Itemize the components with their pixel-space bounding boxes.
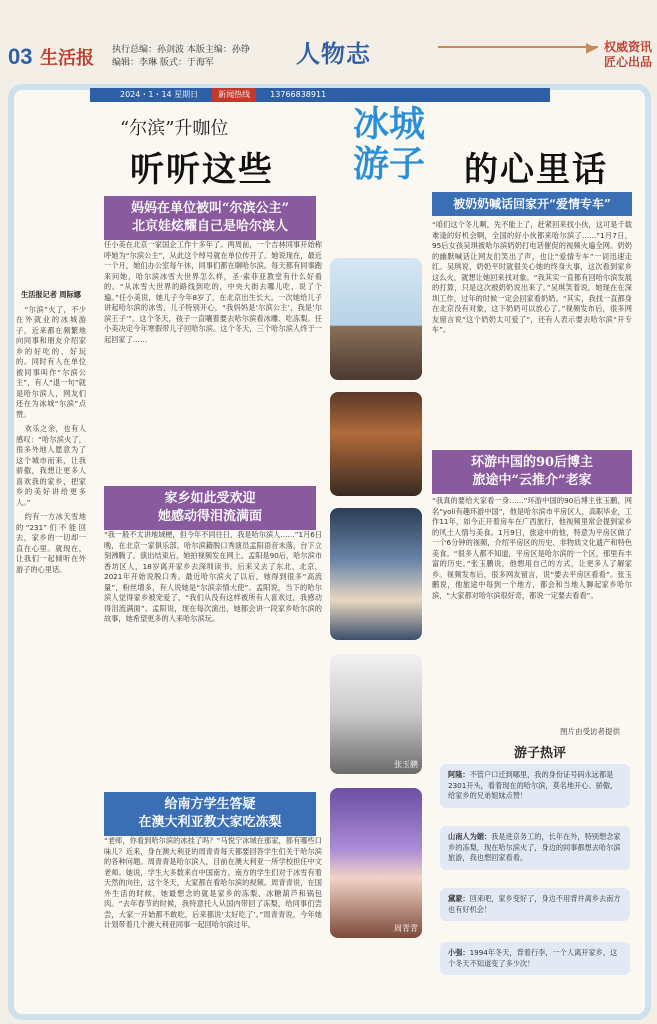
story2-heading-line-2: 她感动得泪流满面 [157,509,262,524]
story4-body: “咱们这个冬儿啊，先不能上了，赶紧回来找小伙，这可是千载难逢的好机会啊，全国的好小伙都来哈尔滨了……”1月7日，95后女孩吴琪被哈尔滨奶奶打电话催促的视频火遍全网。奶奶的幽默喊话让网友们笑出了声，也让“爱情专车”一词迅速走红。吴琪说，奶奶平时就很关心她的终身大事，这次看到家乡这么火，就想让她回来找对象。“我其实一直都有回哈尔滨发展的打算，只是这次被奶奶说出来了。”吴琪笑着说，她现在在深圳工作，过年的时候一定会回家看奶奶。“其实，我找一直都身在北京没有对象，这下奶奶可以放心了。”视频发布后，很多网友留言说“这个奶奶太可爱了”，还有人表示要去哈尔滨“开专车”。 [432,220,632,334]
photo-family-ice-sculpture [330,258,422,380]
review-text: 回来吧，家乡变好了，身边不用背井离乡去南方也有好机会！ [448,894,621,914]
headline-main: 听听这些 [130,150,274,190]
photo-comedian-performing [330,392,422,496]
review-author: 阿隆： [448,770,470,779]
photo-grandmother-video [330,508,422,640]
hotline-label: 新闻热线 [212,88,256,102]
masthead [0,0,657,78]
review-author: 山南人为媚： [448,832,492,841]
review-card [440,942,630,975]
story3-heading-line-2: 在澳大利亚教大家吃冻梨 [138,815,282,830]
page-number: 03 [8,44,33,69]
story1-heading-line-1: 妈妈在单位被叫“尔滨公主” [131,201,289,216]
story4-heading: 被奶奶喊话回家开“爱情专车” [432,192,632,216]
review-author: 小强： [448,948,470,957]
story5-body: “我真的要给大家看一身……”环游中国的90后博主张玉鹏，网名“yoli有趣环游中国”，他是哈尔滨市平房区人，高职毕业，工作11年，如今正开着房车在广西旅行，他视频里常会提到家乡的风土人情与美食。1月9日，旅途中的他，特意为平房区做了一个6分钟的视频，介绍平房区的历史、非物质文化遗产和特色美食。“很多人都不知道，平房区是哈尔滨的一个区，那里有丰富的历史。”张玉鹏说，他想用自己的方式，让更多人了解家乡。视频发布后，很多网友留言，说“要去平房区看看”。张玉鹏说，他旅途中每到一个地方，都会和当地人聊起家乡哈尔滨，“大家都对哈尔滨很好奇，都说一定要去看看”。 [432,496,632,600]
story2-heading [104,486,316,530]
review-text: 1994年冬天，背着行李，一个人离开家乡，这个冬天不知道变了多少次！ [448,948,618,968]
story3-heading-line-1: 给南方学生答疑 [164,797,256,812]
editors-credits [112,44,250,70]
review-text: 我是进京务工的，长年在外，特别想念家乡的冻梨，现在哈尔滨火了，身边的同事都想去哈尔滨旅游，我也想回家看看。 [448,832,621,862]
review-card [440,826,630,870]
hotline-number: 13766838911 [270,90,327,99]
story2-body: “我一般不太讲地域梗，但今年不同往日，我是哈尔滨人……”1月6日晚，在北京一家俱乐部，哈尔滨籍脱口秀演员孟阳语音未落，台下立刻沸腾了。演出结束后，她拍视频发在网上。孟阳是90后，哈尔滨市香坊区人，18岁离开家乡去深圳读书，后来又去了东北、北京，2021年开始说脱口秀。最近哈尔滨火了以后，她得到很多“高流量”，粉丝增多，有人说她是“尔滨亲情大使”。孟阳说，当下的哈尔滨人觉得家乡被宠爱了，“我们从没有这样被所有人喜欢过，我感动得泪流满面”。孟阳说，现在每次演出，她都会讲一段家乡哈尔滨的故事，她希望更多的人来哈尔滨玩。 [104,530,322,623]
reviews-title: 游子热评 [514,746,567,761]
photo-travel-blogger [330,654,422,774]
sidebar-column [16,290,86,870]
sidebar-paragraph: 欢乐之余，也有人感叹：“哈尔滨火了，很多外地人愿意为了这个城市而来，让我骄傲，我想让更多人喜欢我的家乡，把家乡的美好讲给更多人。” [16,424,86,507]
story3-body: “老师，你看到哈尔滨的冰挂了吗？”马悦宁冰城在那家，都有哪些口味儿？近来，身在澳大利亚的周青青每天都要回答学生们关于哈尔滨的各种问题。周青青是哈尔滨人，目前在澳大利亚一所学校担任中文老师。她说，学生大多数来自中国南方。南方的学生们对于冰雪有着天然的向往，这个冬天，大家都在看哈尔滨的视频。周青青说，在国外生活的时候，她最想念的就是家乡的冻梨、冰糖葫芦和锅包肉。“去年春节的时候，我特意托人从国内带回了冻梨，给同事们尝尝，大家一开始都不敢吃，后来都说‘太好吃了’。”周青青说，今年她计划带着几个澳大利亚同事一起回哈尔滨过年。 [104,836,322,929]
story5-heading-line-2: 旅途中“云推介”老家 [472,473,592,488]
sidebar-paragraph: “尔滨”火了，不少在外就业的冰城游子，近来都在频繁地向同事和朋友介绍家乡的好吃的、好玩的。同时有人在单位被同事叫作“尔滨公主”，有人“退一句”就是哈尔滨人，网友们还在为冰城“尔滨”点赞。 [16,304,86,419]
banner-arrow [438,46,598,56]
paper-name: 生活报 [40,48,94,69]
story1-heading-line-2: 北京娃炫耀自己是哈尔滨人 [131,219,288,234]
editors-line-1: 执行总编：孙剑波 本版主编：孙铮 [112,45,250,55]
photo-tag: 周青青 [394,924,418,933]
issue-date: 2024・1・14 星期日 [120,90,199,99]
date-bar [90,88,550,102]
story5-heading-line-1: 环游中国的90后博主 [470,455,594,470]
story1-heading [104,196,316,240]
review-card [440,764,630,808]
story5-heading [432,450,632,494]
story2-heading-line-1: 家乡如此受欢迎 [164,491,256,506]
review-author: 黛蒙： [448,894,470,903]
photo-teacher-snow [330,788,422,938]
photo-credit: 图片由受访者提供 [560,727,620,736]
headline-tail: 的心里话 [464,150,608,190]
story3-heading [104,792,316,836]
sidebar-paragraph: 约有一方冰天雪地的“231”们不能回去，家乡的一切却一直在心里。就现在，让我们一起倾听在外游子的心里话。 [16,512,86,574]
headline-highlight [314,104,464,184]
slogan-line-2: 匠心出品 [604,55,653,69]
section-name: 人物志 [296,39,371,68]
headline-highlight-line-1: 冰城 [352,103,425,145]
slogan [604,40,652,70]
editors-line-2: 编辑：李琳 版式：于海军 [112,58,214,68]
photo-tag: 张玉鹏 [394,760,418,769]
banner-arrow-tip-icon: ▶ [586,40,597,56]
headline-highlight-line-2: 游子 [352,143,425,185]
review-card [440,888,630,921]
slogan-line-1: 权威资讯 [604,40,653,54]
byline: 生活报记者 周际娜 [20,290,81,299]
headline-kicker: “尔滨”升咖位 [120,118,229,139]
review-text: 不管户口迁到哪里，我的身份证号码永远都是2301开头，看着现在的哈尔滨，莫名地开心、骄傲，给家乡的兄弟姐妹点赞！ [448,770,618,800]
story1-body: 任小美在北京一家国企工作十多年了。两周前，一个吉林同事开始称呼她为“尔滨公主”，从此这个绰号就在单位传开了。她说现在，最近一个月，她们办公室每午休，同事们都在聊哈尔滨。每天都有同事跑来问她，哈尔滨冰雪大世界怎么样，圣·索菲亚教堂有什么好看的。“从冰雪大世界的路线到吃的，中央大街去哪儿吃，说了个遍。”任小美说，她儿子今年8岁了，在北京出生长大。一次她给儿子讲起哈尔滨的冰雪，儿子特别开心，“我妈妈是‘尔滨公主’，我是‘尔滨王子’”。这个冬天，孩子一直嚷着要去哈尔滨看冰雕、吃冻梨。任小美决定今年寒假带儿子回哈尔滨。这个冬天，三个哈尔滨人终于一起回家了…… [104,240,322,344]
